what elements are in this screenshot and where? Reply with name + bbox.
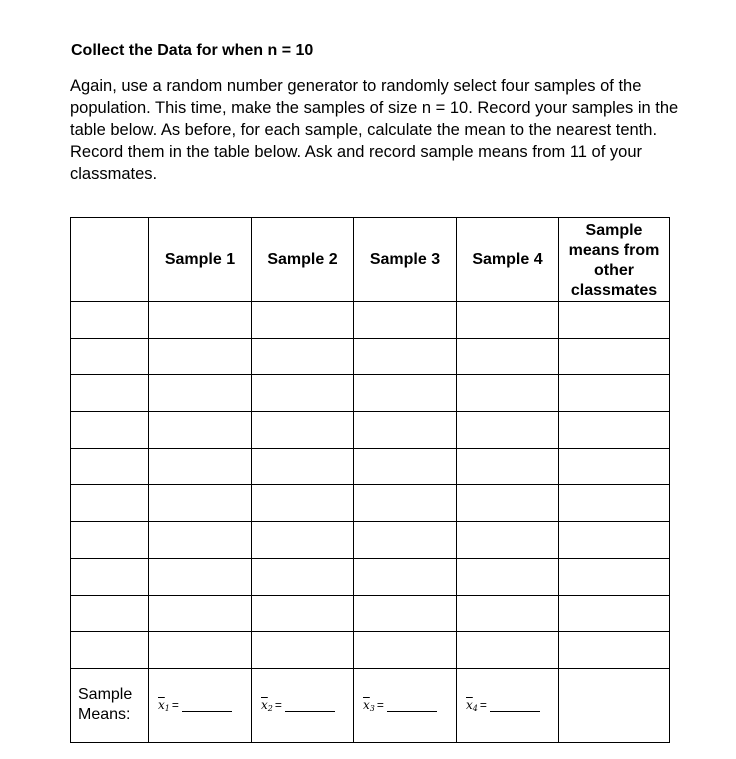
header-row	[71, 218, 670, 302]
table-cell[interactable]	[149, 338, 252, 375]
xbar-symbol: $\overline{x}$	[261, 698, 268, 713]
table-cell[interactable]	[71, 338, 149, 375]
table-cell[interactable]	[559, 338, 670, 375]
table-cell[interactable]	[559, 412, 670, 449]
table-cell[interactable]	[71, 302, 149, 339]
table-cell[interactable]	[457, 338, 559, 375]
table-cell[interactable]	[457, 485, 559, 522]
table-cell[interactable]	[354, 338, 457, 375]
table-cell[interactable]	[354, 485, 457, 522]
mean-cell-3[interactable]	[354, 668, 457, 742]
table-cell[interactable]	[457, 522, 559, 559]
answer-blank[interactable]	[182, 710, 232, 712]
header-sample-3: Sample 3	[354, 218, 457, 302]
table-cell[interactable]	[149, 558, 252, 595]
table-cell[interactable]	[71, 558, 149, 595]
table-cell[interactable]	[354, 375, 457, 412]
answer-blank[interactable]	[387, 710, 437, 712]
table-cell[interactable]	[354, 412, 457, 449]
table-cell[interactable]	[149, 302, 252, 339]
table-cell[interactable]	[149, 485, 252, 522]
answer-blank[interactable]	[490, 710, 540, 712]
table-cell[interactable]	[252, 558, 354, 595]
table-cell[interactable]	[149, 632, 252, 669]
table-cell[interactable]	[71, 595, 149, 632]
header-sample-2: Sample 2	[252, 218, 354, 302]
xbar-symbol: $\overline{x}$	[466, 698, 473, 713]
xbar-index: 3	[369, 704, 375, 714]
table-cell[interactable]	[559, 485, 670, 522]
table-cell[interactable]	[354, 302, 457, 339]
table-cell[interactable]	[457, 558, 559, 595]
table-cell[interactable]	[457, 375, 559, 412]
table-cell[interactable]	[559, 632, 670, 669]
answer-blank[interactable]	[285, 710, 335, 712]
table-cell[interactable]	[252, 632, 354, 669]
mean-cell-1[interactable]	[149, 668, 252, 742]
table-cell[interactable]	[71, 412, 149, 449]
header-sample-4: Sample 4	[457, 218, 559, 302]
table-cell[interactable]	[354, 558, 457, 595]
table-cell[interactable]	[252, 302, 354, 339]
table-cell[interactable]	[149, 522, 252, 559]
table-cell[interactable]	[354, 595, 457, 632]
table-cell[interactable]	[71, 375, 149, 412]
table-cell[interactable]	[149, 448, 252, 485]
table-row	[71, 558, 670, 595]
table-cell[interactable]	[71, 522, 149, 559]
header-sample-1: Sample 1	[149, 218, 252, 302]
table-cell[interactable]	[354, 522, 457, 559]
xbar-symbol: $\overline{x}$	[363, 698, 370, 713]
table-cell[interactable]	[71, 448, 149, 485]
table-cell[interactable]	[457, 595, 559, 632]
classmates-means-footer-cell[interactable]	[559, 668, 670, 742]
xbar-symbol: $\overline{x}$	[158, 698, 165, 713]
sample-means-row	[71, 668, 670, 742]
table-row	[71, 412, 670, 449]
table-cell[interactable]	[559, 375, 670, 412]
table-cell[interactable]	[252, 595, 354, 632]
table-row	[71, 302, 670, 339]
instructions-paragraph: Again, use a random number generator to randomly select four samples of the population. This time, make the samples of size n = 10. Record your samples in the table below. As before, for each sample, calculate the mean to the nearest tenth. Record them in the table below. Ask and record sample means from 11 of your classmates.	[70, 77, 679, 183]
table-cell[interactable]	[252, 448, 354, 485]
mean-cell-2[interactable]	[252, 668, 354, 742]
table-cell[interactable]	[252, 338, 354, 375]
table-cell[interactable]	[252, 412, 354, 449]
equals-sign: =	[274, 698, 282, 713]
table-cell[interactable]	[149, 595, 252, 632]
table-row	[71, 632, 670, 669]
table-cell[interactable]	[252, 522, 354, 559]
table-row	[71, 595, 670, 632]
table-cell[interactable]	[149, 412, 252, 449]
xbar-index: 2	[267, 704, 273, 714]
table-cell[interactable]	[252, 485, 354, 522]
section-heading: Collect the Data for when n = 10	[71, 42, 314, 59]
sample-means-label: Sample Means:	[71, 668, 149, 742]
table-row	[71, 485, 670, 522]
table-cell[interactable]	[354, 448, 457, 485]
table-cell[interactable]	[149, 375, 252, 412]
table-cell[interactable]	[457, 448, 559, 485]
table-cell[interactable]	[457, 632, 559, 669]
table-cell[interactable]	[559, 448, 670, 485]
table-cell[interactable]	[71, 485, 149, 522]
table-cell[interactable]	[252, 375, 354, 412]
data-table	[70, 217, 670, 743]
table-cell[interactable]	[559, 302, 670, 339]
table-row	[71, 522, 670, 559]
xbar-index: 1	[164, 704, 170, 714]
table-cell[interactable]	[559, 595, 670, 632]
table-cell[interactable]	[457, 302, 559, 339]
table-cell[interactable]	[354, 632, 457, 669]
header-classmates-means: Sample means from other classmates	[559, 218, 670, 302]
table-cell[interactable]	[71, 632, 149, 669]
equals-sign: =	[171, 698, 179, 713]
header-cell-empty	[71, 218, 149, 302]
xbar-index: 4	[472, 704, 478, 714]
equals-sign: =	[376, 698, 384, 713]
table-cell[interactable]	[559, 522, 670, 559]
equals-sign: =	[479, 698, 487, 713]
table-cell[interactable]	[559, 558, 670, 595]
table-cell[interactable]	[457, 412, 559, 449]
table-row	[71, 338, 670, 375]
mean-cell-4[interactable]	[457, 668, 559, 742]
table-row	[71, 448, 670, 485]
table-row	[71, 375, 670, 412]
